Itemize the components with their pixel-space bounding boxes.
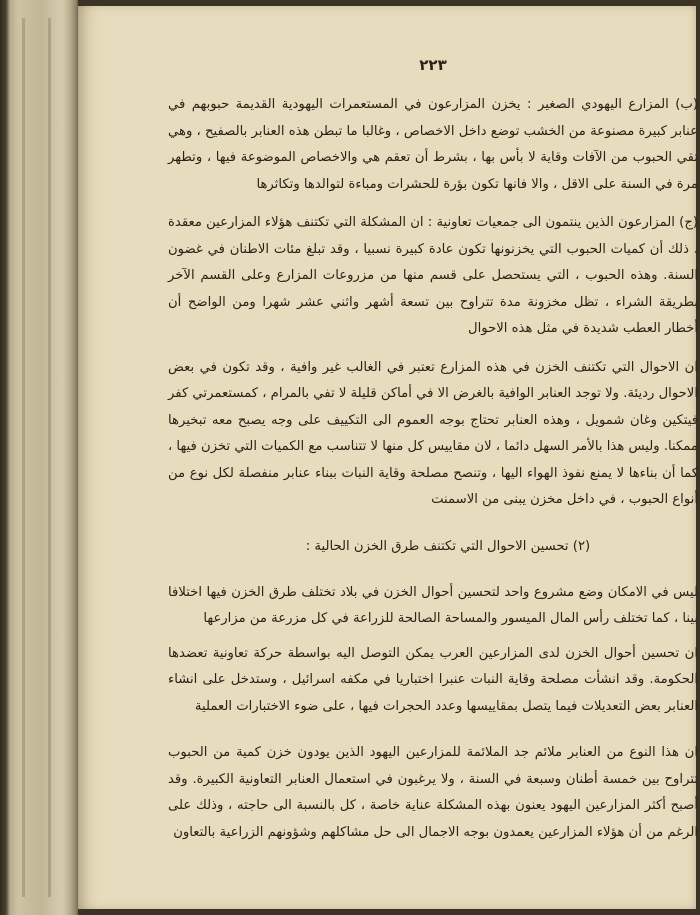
page-edge-line [22, 18, 25, 897]
paragraph-no-single-project: ليس في الامكان وضع مشروع واحد لتحسين أحوال الخزن في بلاد تختلف طرق الخزن فيها اختلافا بينا ، كما تختلف رأس المال الميسور والمساحة الصالحة للزراعة في كل مزرعة من مزارعها [168, 584, 698, 626]
paragraph-storage-conditions: ان الاحوال التي تكتنف الخزن في هذه المزارع تعتبر في الغالب غير وافية ، وقد تكون في بعض الاحوال رديئة. ولا توجد العنابر الوافية بالغرض الا في أماكن قليلة لا تفي بالمرام ، كمستعمرتي كفر فيتكين وغان شمويل ، وهذه العنابر تحتاج بوجه العموم الى التكييف على وجه يصبح معه تبخيرها ممكنا. وليس هذا بالأمر السهل دائما ، لان مقاييس كل منها لا تتناسب مع الكميات التي تخزن فيها ، كما أن بناءها لا يمنع نفوذ الهواء اليها ، وتنصح مصلحة وقاية النبات ببناء عنابر منفصلة لكل نوع من أنواع الحبوب ، في داخل مخزن يبنى من الاسمنت [167, 359, 698, 507]
paragraph-cooperative-farmers: (ج) المزارعون الذين ينتمون الى جمعيات تعاونية : ان المشكلة التي تكتنف هؤلاء المزارعين معقدة ، ذلك أن كميات الحبوب التي يخزنونها تكون عادة كبيرة نسبيا ، وقد تبلغ مئات الاطنان في غضون السنة. وهذه الحبوب ، التي يستحصل على قسم منها من مزروعات المزارع وعلى القسم الآخر بطريقة الشراء ، تظل مخزونة مدة تتراوح بين تسعة أشهر واثني عشر شهرا ومن الواضح أن أخطار العطب شديدة في مثل هذه الاحوال [168, 215, 698, 336]
page-content [168, 56, 698, 915]
page-number: ٢٢٣ [419, 56, 447, 74]
book-binding-edge [0, 0, 78, 915]
paragraph-small-jewish-farmer: (ب) المزارع اليهودي الصغير : يخزن المزارعون في المستعمرات اليهودية القديمة حبوبهم في عنابر كبيرة مصنوعة من الخشب توضع داخل الاخصاص ، وغالبا ما تبطن هذه العنابر بالصفيح ، وهي تقي الحبوب من الآفات وقاية لا بأس بها ، بشرط أن تعقم هي والاخصاص الموضوعة فيها ، وتطهر مرة في السنة على الاقل ، والا فانها تكون بؤرة للحشرات ومباءة لتوالدها وتكاثرها [168, 97, 698, 192]
book-page [78, 6, 696, 909]
paragraph-granary-type: ان هذا النوع من العنابر ملائم جد الملائمة للمزارعين اليهود الذين يودون خزن كمية من الحبوب تتراوح بين خمسة أطنان وسبعة في السنة ، ولا يرغبون في استعمال العنابر التعاونية الكبيرة. وقد أصبح أكثر المزارعين اليهود يعنون بهذه المشكلة عناية خاصة ، كل بالنسبة الى حاجته ، وذلك على الرغم من أن هؤلاء المزارعين يعمدون بوجه الاجمال الى حل مشاكلهم وشؤونهم الزراعية بالتعاون [168, 745, 698, 840]
section-heading-improving-storage: (٢) تحسين الاحوال التي تكتنف طرق الخزن الحالية : [305, 538, 591, 554]
page-edge-line [48, 18, 51, 897]
paragraph-arab-farmers: ان تحسين أحوال الخزن لدى المزارعين العرب يمكن التوصل اليه بواسطة حركة تعاونية تعضدها الحكومة. وقد انشأت مصلحة وقاية النبات عنبرا اختباريا في مكفه اسرائيل ، وستدخل على انشاء العنابر بعض التعديلات فيما يتصل بمقاييسها وعدد الحجرات فيها ، على ضوء الاختبارات العملية [168, 645, 698, 714]
